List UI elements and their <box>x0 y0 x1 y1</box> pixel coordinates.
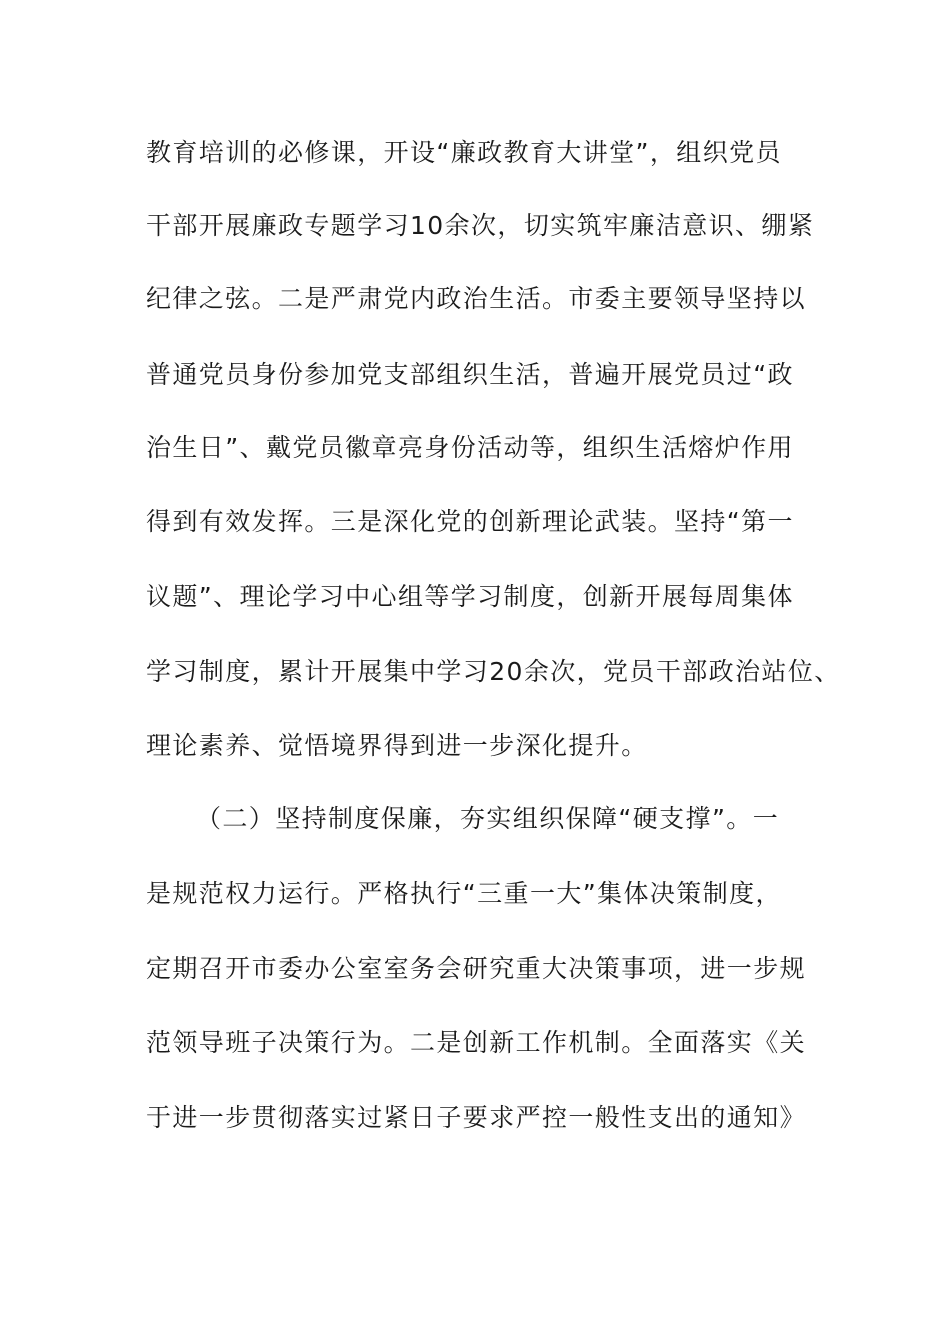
text-line-14: 于进一步贯彻落实过紧日子要求严控一般性支出的通知》 <box>146 1103 807 1132</box>
text-line-4: 普通党员身份参加党支部组织生活，普遍开展党员过“政 <box>146 360 794 389</box>
text-line-8: 学习制度，累计开展集中学习20余次，党员干部政治站位、 <box>146 657 841 686</box>
text-line-5: 治生日”、戴党员徽章亮身份活动等，组织生活熔炉作用 <box>146 433 794 462</box>
text-line-7: 议题”、理论学习中心组等学习制度，创新开展每周集体 <box>146 582 794 611</box>
text-line-13: 范领导班子决策行为。二是创新工作机制。全面落实《关 <box>146 1028 807 1057</box>
text-line-9: 理论素养、觉悟境界得到进一步深化提升。 <box>146 731 648 760</box>
text-line-6: 得到有效发挥。三是深化党的创新理论武装。坚持“第一 <box>146 507 794 536</box>
text-line-12: 定期召开市委办公室室务会研究重大决策事项，进一步规 <box>146 954 807 983</box>
text-line-1: 教育培训的必修课，开设“廉政教育大讲堂”，组织党员 <box>146 138 782 167</box>
text-line-11: 是规范权力运行。严格执行“三重一大”集体决策制度， <box>146 879 782 908</box>
text-line-2: 干部开展廉政专题学习10余次，切实筑牢廉洁意识、绷紧 <box>146 211 815 240</box>
text-line-3: 纪律之弦。二是严肃党内政治生活。市委主要领导坚持以 <box>146 284 807 313</box>
section-heading-line: （二）坚持制度保廉，夯实组织保障“硬支撑”。一 <box>196 804 780 833</box>
